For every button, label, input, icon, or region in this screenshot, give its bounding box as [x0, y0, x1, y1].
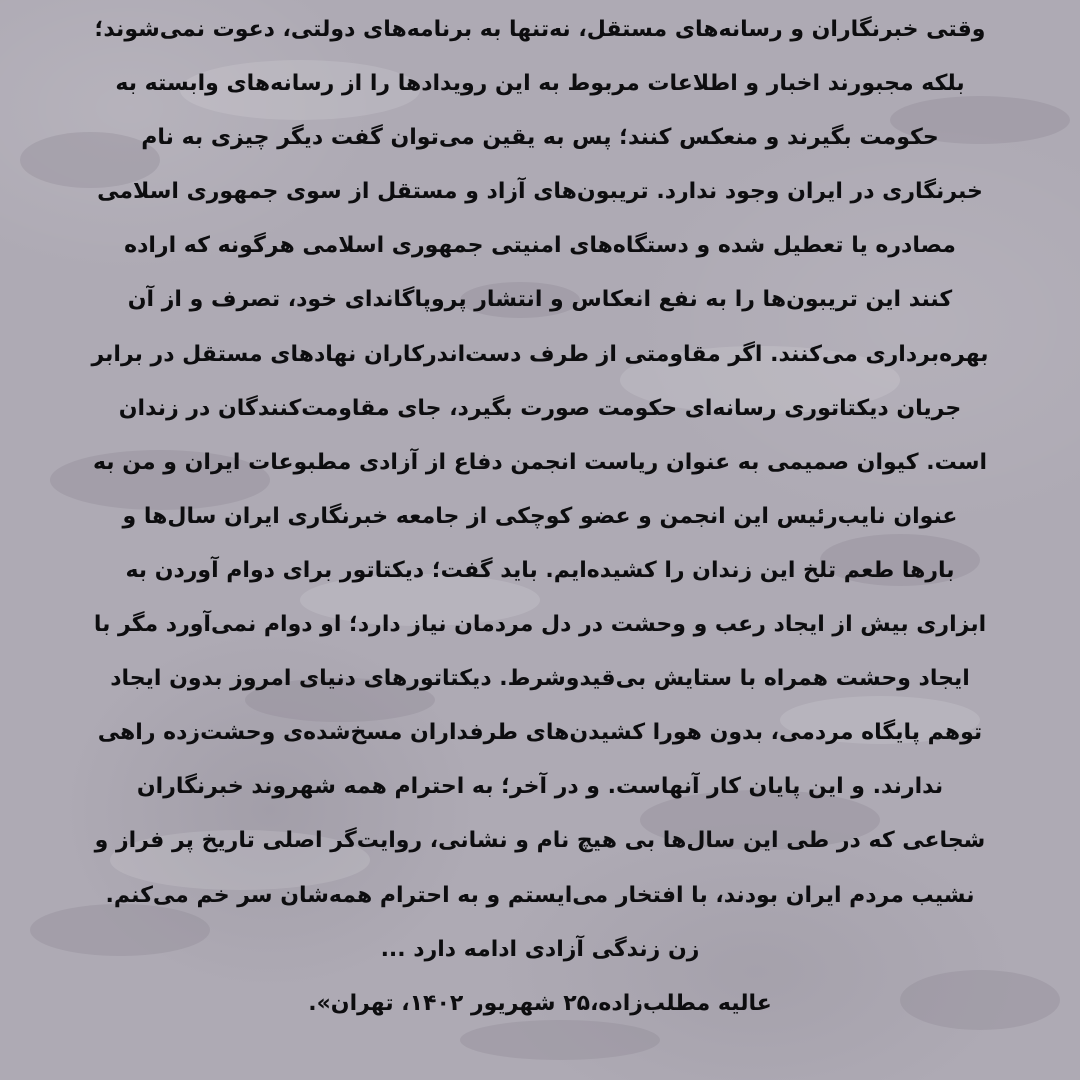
text-line-12: ابزاری بیش از ایجاد رعب و وحشت در دل مردمان نیاز دارد؛ او دوام نمی‌آورد مگر با [93, 612, 987, 638]
text-line-2: بلکه مجبورند اخبار و اطلاعات مربوط به این رویدادها را از رسانه‌های وابسته به [115, 71, 965, 97]
text-line-9: است. کیوان صمیمی به عنوان ریاست انجمن دفاع از آزادی مطبوعات ایران و من به [92, 449, 988, 475]
text-line-8: جریان دیکتاتوری رسانه‌ای حکومت صورت بگیرد، جای مقاومت‌کنندگان در زندان [118, 395, 962, 421]
text-line-7: بهره‌برداری می‌کنند. اگر مقاومتی از طرف دست‌اندرکاران نهادهای مستقل در برابر [91, 341, 989, 367]
text-line-1: وقتی خبرنگاران و رسانه‌های مستقل، نه‌تنها به برنامه‌های دولتی، دعوت نمی‌شوند؛ [94, 17, 986, 42]
text-line-16: شجاعی که در طی این سال‌ها بی هیچ نام و نشانی، روایت‌گر اصلی تاریخ پر فراز و [94, 828, 986, 854]
text-line-4: خبرنگاری در ایران وجود ندارد. تریبون‌های آزاد و مستقل از سوی جمهوری اسلامی [97, 179, 983, 205]
signature-line: عالیه مطلب‌زاده،۲۵ شهریور ۱۴۰۲، تهران». [308, 990, 772, 1016]
text-line-6: کنند این تریبون‌ها را به نفع انعکاس و انتشار پروپاگاندای خود، تصرف و از آن [127, 287, 953, 313]
text-line-5: مصادره یا تعطیل شده و دستگاه‌های امنیتی جمهوری اسلامی هرگونه که اراده [124, 233, 956, 259]
article-text [40, 3, 1040, 1031]
text-line-13: ایجاد وحشت همراه با ستایش بی‌قیدوشرط. دیکتاتورهای دنیای امروز بدون ایجاد [110, 666, 970, 692]
text-line-11: بارها طعم تلخ این زندان را کشیده‌ایم. باید گفت؛ دیکتاتور برای دوام آوردن به [125, 557, 955, 583]
text-line-10: عنوان نایب‌رئیس این انجمن و عضو کوچکی از جامعه خبرنگاری ایران سال‌ها و [122, 503, 958, 529]
text-line-14: توهم پایگاه مردمی، بدون هورا کشیدن‌های طرفداران مسخ‌شده‌ی وحشت‌زده راهی [97, 720, 983, 746]
text-line-17: نشیب مردم ایران بودند، با افتخار می‌ایستم و به احترام همه‌شان سر خم می‌کنم. [105, 882, 975, 908]
text-line-15: ندارند. و این پایان کار آنهاست. و در آخر؛ به احترام همه شهروند خبرنگاران [136, 774, 944, 800]
closing-slogan: زن زندگی آزادی ادامه دارد ... [380, 936, 700, 962]
text-line-3: حکومت بگیرند و منعکس کنند؛ پس به یقین می‌توان گفت دیگر چیزی به نام [141, 125, 939, 151]
